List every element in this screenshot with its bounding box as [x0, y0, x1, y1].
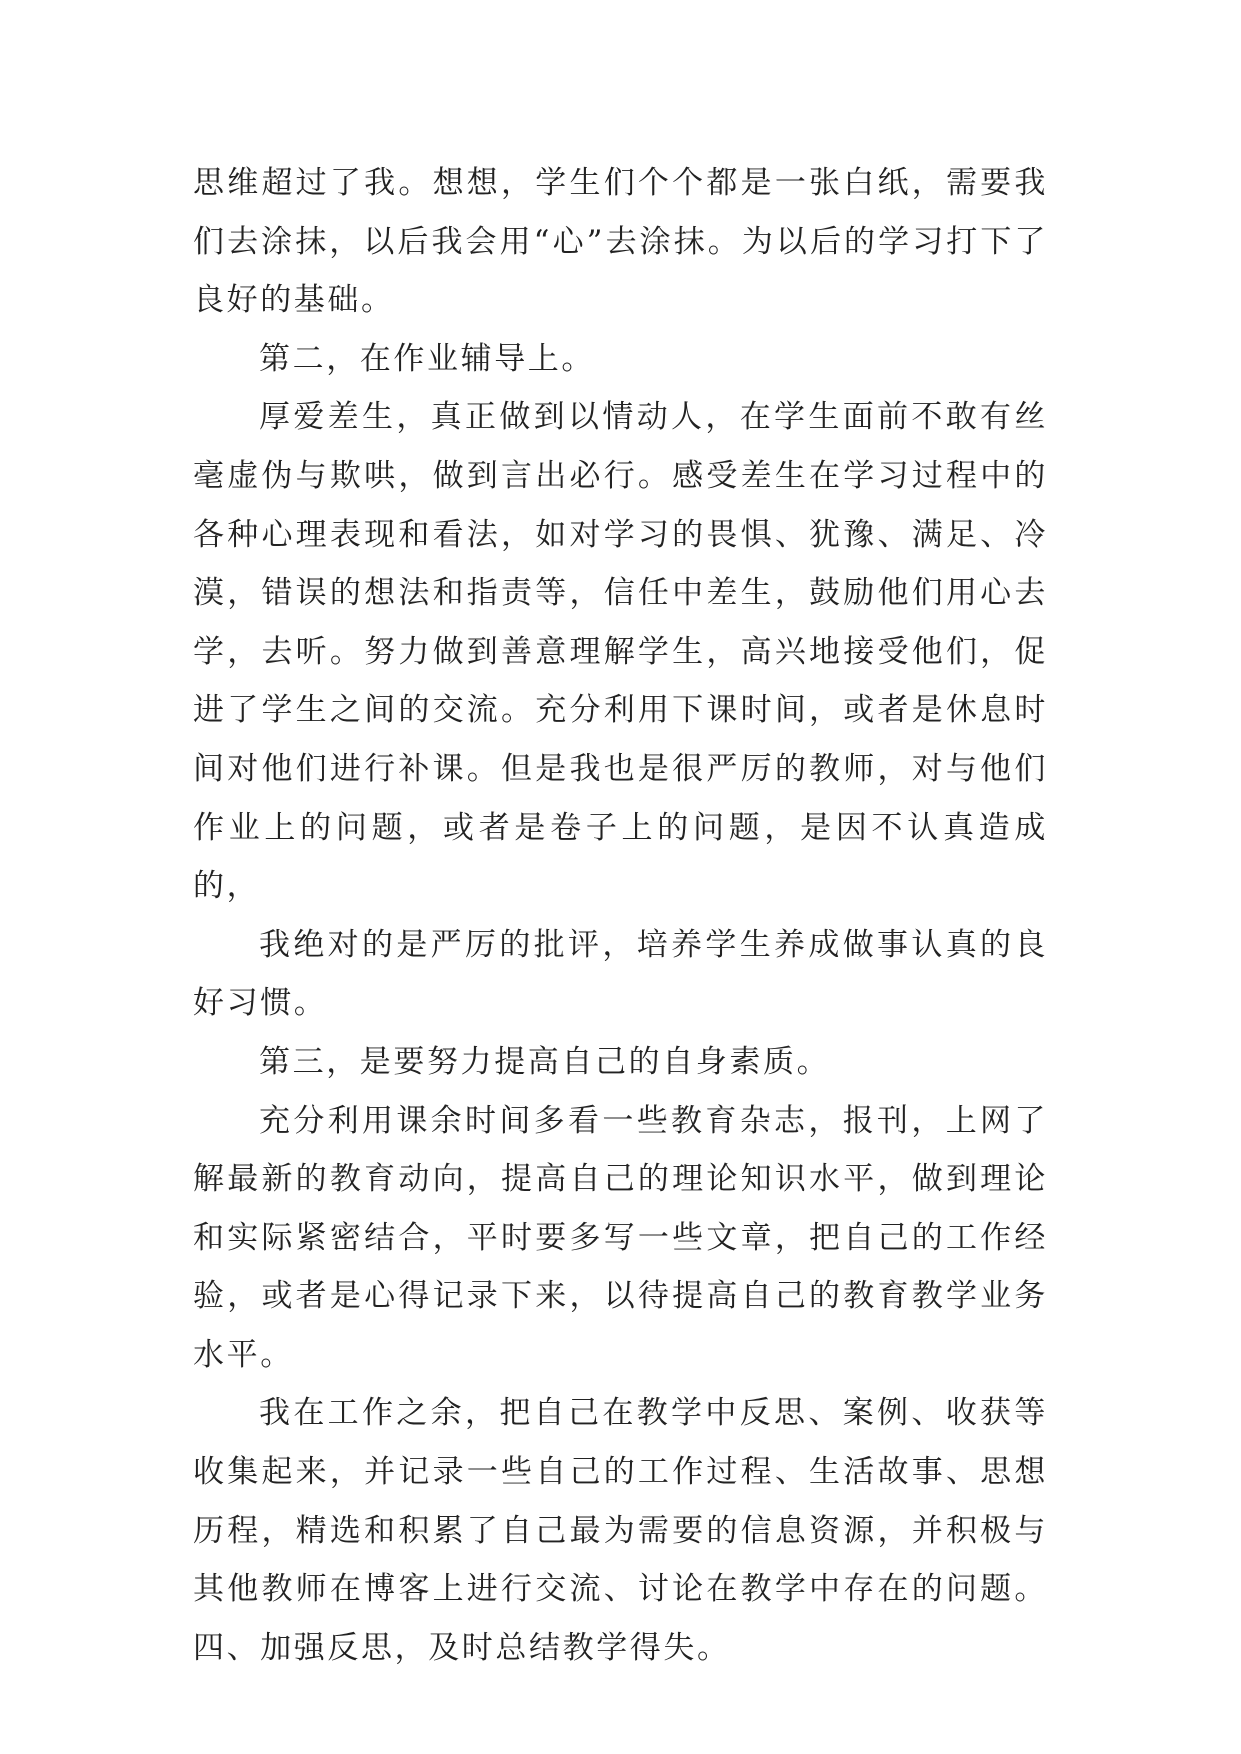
paragraph-continuation: 思维超过了我。想想，学生们个个都是一张白纸，需要我们去涂抹，以后我会用“心”去涂抹。为以后的学习打下了良好的基础。: [193, 165, 1048, 319]
document-body: [193, 154, 1048, 1677]
paragraph-heading-third: 第三，是要努力提高自己的自身素质。: [259, 1043, 831, 1080]
paragraph-reflection: 我在工作之余，把自己在教学中反思、案例、收获等收集起来，并记录一些自己的工作过程、生活故事、思想历程，精选和积累了自己最为需要的信息资源，并积极与其他教师在博客上进行交流、讨论在教学中存在的问题。四、加强反思，及时总结教学得失。: [193, 1395, 1048, 1666]
paragraph-strict-criticism: 我绝对的是严厉的批评，培养学生养成做事认真的良好习惯。: [193, 926, 1048, 1022]
paragraph-heading-second: 第二，在作业辅导上。: [259, 340, 595, 377]
paragraph-care-for-students: 厚爱差生，真正做到以情动人，在学生面前不敢有丝毫虚伪与欺哄，做到言出必行。感受差生在学习过程中的各种心理表现和看法，如对学习的畏惧、犹豫、满足、冷漠，错误的想法和指责等，信任中差生，鼓励他们用心去学，去听。努力做到善意理解学生，高兴地接受他们，促进了学生之间的交流。充分利用下课时间，或者是休息时间对他们进行补课。但是我也是很严厉的教师，对与他们作业上的问题，或者是卷子上的问题，是因不认真造成的，: [193, 399, 1048, 905]
paragraph-self-improvement: 充分利用课余时间多看一些教育杂志，报刊，上网了解最新的教育动向，提高自己的理论知识水平，做到理论和实际紧密结合，平时要多写一些文章，把自己的工作经验，或者是心得记录下来，以待提高自己的教育教学业务水平。: [193, 1102, 1048, 1373]
